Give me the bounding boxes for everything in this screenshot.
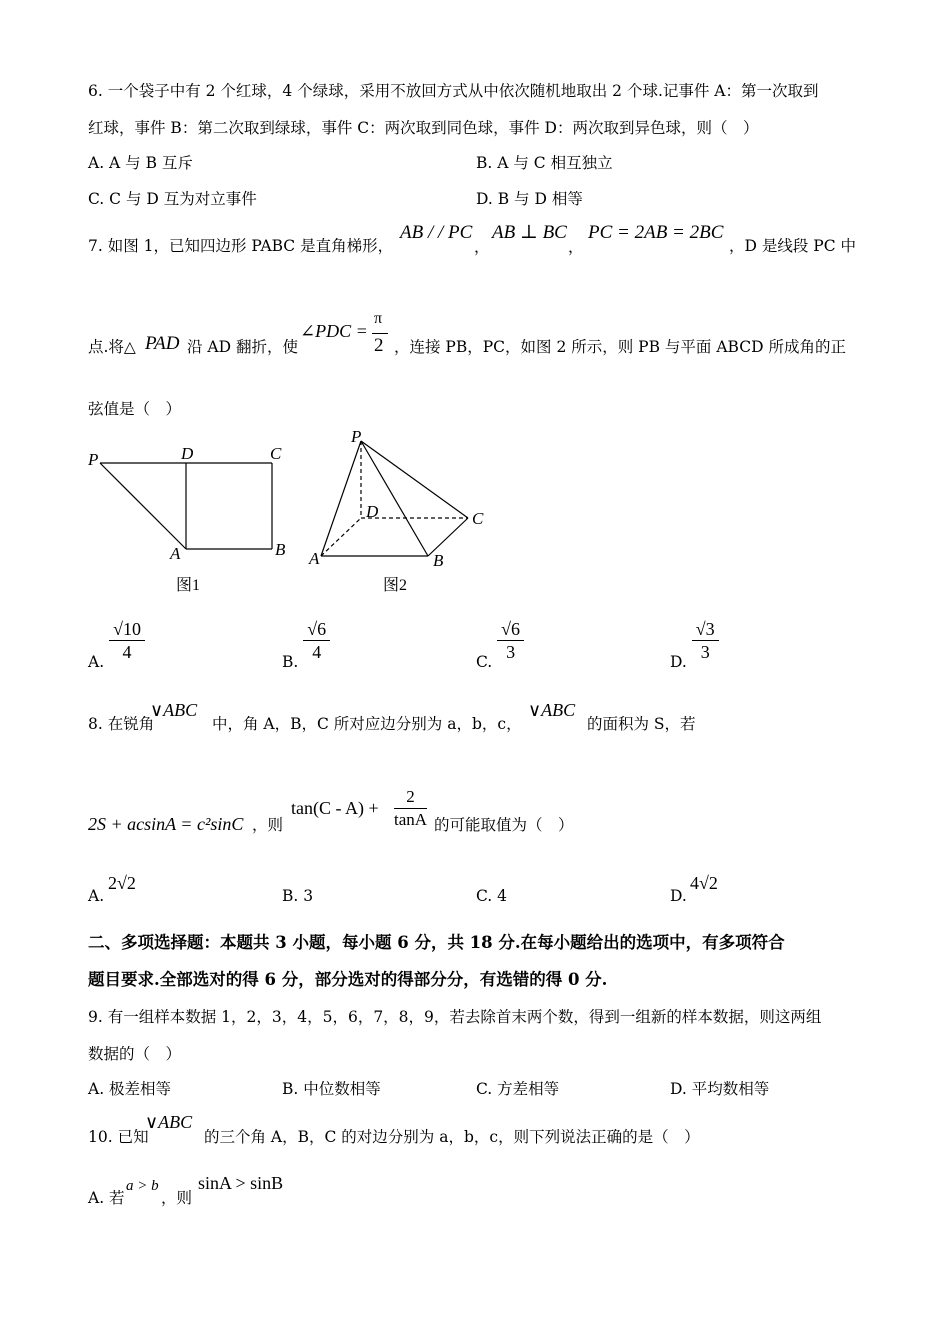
q6-line1: 6. 一个袋子中有 2 个红球，4 个绿球，采用不放回方式从中依次随机地取出 2 个球.记事件 A：第一次取到 [88, 82, 819, 100]
q7-option-d-fraction: $\frac{√3}{3}$ [692, 618, 719, 663]
q7-option-b-fraction: $\frac{√6}{4}$ [303, 618, 330, 663]
q10-triangle: ∨ABC [145, 1112, 193, 1132]
q7-perpendicular: AB ⊥ BC [492, 222, 567, 243]
q9-line1: 9. 有一组样本数据 1，2，3，4，5，6，7，8，9，若去除首末两个数，得到一组新的样本数据，则这两组 [88, 1008, 822, 1026]
q8-line2-end: 的可能取值为（ ） [434, 816, 574, 834]
fig2-label-d: D [366, 502, 379, 521]
q6-line2: 红球，事件 B：第二次取到绿球，事件 C：两次取到同色球，事件 D：两次取到异色球，则（ ） [88, 119, 759, 137]
q7-fraction-bar [372, 333, 388, 334]
q8-expression: tan(C - A) + [291, 798, 379, 818]
fig1-label-c: C [270, 444, 282, 463]
q6-option-a: A. A 与 B 互斥 [88, 154, 193, 172]
q6-option-c: C. C 与 D 互为对立事件 [88, 190, 257, 208]
section2-line2: 题目要求.全部选对的得 6 分，部分选对的得部分分，有选错的得 0 分. [88, 970, 608, 989]
q8-equation: 2S + acsinA = c²sinC [88, 814, 244, 834]
q8-triangle-2: ∨ABC [528, 700, 576, 720]
q7-option-a: A. $\frac{√10}{4}$ [88, 618, 145, 663]
fig1-label-d: D [181, 444, 194, 463]
q8-fraction: $\frac{2}{\tan A}$ [394, 787, 428, 829]
q7-two: 2 [374, 335, 384, 356]
q9-option-c: C. 方差相等 [476, 1080, 560, 1098]
figure-2 [321, 441, 468, 556]
q9-option-d: D. 平均数相等 [670, 1080, 770, 1098]
q7-pi: π [374, 310, 383, 327]
q8-line1-start: 8. 在锐角 [88, 715, 155, 733]
figure-1 [100, 463, 272, 549]
fig2-label-p: P [351, 427, 362, 446]
q8-option-d-label: D. [670, 887, 687, 905]
q7-option-c-fraction: $\frac{√6}{3}$ [497, 618, 524, 663]
q8-line1-mid: 中，角 A，B，C 所对应边分别为 a，b，c， [212, 715, 522, 733]
q8-line2-then: ，则 [252, 816, 284, 834]
fig1-label-b: B [275, 540, 286, 559]
q7-option-a-fraction: $\frac{√10}{4}$ [109, 618, 145, 663]
q7-option-b: B. $\frac{√6}{4}$ [282, 618, 330, 663]
q7-triangle-pad: PAD [145, 333, 180, 354]
q8-line1-end: 的面积为 S，若 [587, 715, 696, 733]
fig2-label-a: A [309, 549, 320, 568]
q7-line3: 弦值是（ ） [88, 400, 182, 418]
section2-line1: 二、多项选择题：本题共 3 小题，每小题 6 分，共 18 分.在每小题给出的选项中，有多项符合 [88, 933, 785, 952]
q7-line2-mid: 沿 AD 翻折，使 [187, 338, 298, 356]
q8-option-d-value: 4√2 [690, 873, 718, 893]
fig2-label-b: B [433, 551, 444, 570]
q7-lengths: PC = 2AB = 2BC [588, 222, 724, 243]
q7-sep1: ， [474, 238, 490, 256]
q6-option-d: D. B 与 D 相等 [476, 190, 583, 208]
fig2-label-c: C [472, 509, 484, 528]
q7-intro-tail: ，D 是线段 PC 中 [729, 237, 856, 255]
q10-option-a-condition: a > b [126, 1178, 159, 1194]
q10-option-a-result: sinA > sinB [198, 1173, 284, 1193]
q7-sep2: ， [568, 238, 584, 256]
q10-line1-start: 10. 已知 [88, 1128, 149, 1146]
q7-intro: 7. 如图 1，已知四边形 PABC 是直角梯形， [88, 237, 394, 255]
q8-option-a-value: 2√2 [108, 873, 136, 893]
q10-option-a-then: ，则 [161, 1189, 193, 1207]
q7-parallel: AB / / PC [400, 222, 473, 243]
fig1-label-a: A [170, 544, 181, 563]
q7-line2-start: 点.将△ [88, 338, 136, 356]
q8-triangle-1: ∨ABC [150, 700, 198, 720]
q8-option-b: B. 3 [282, 887, 314, 905]
q8-option-c: C. 4 [476, 887, 508, 905]
q10-option-a-start: A. 若 [88, 1189, 125, 1207]
q8-option-a-label: A. [88, 887, 105, 905]
q7-line2-end: ，连接 PB，PC，如图 2 所示，则 PB 与平面 ABCD 所成角的正 [394, 338, 846, 356]
q9-option-b: B. 中位数相等 [282, 1080, 381, 1098]
q7-angle: ∠PDC = [300, 321, 368, 341]
q7-figures [80, 425, 500, 600]
q9-option-a: A. 极差相等 [88, 1080, 172, 1098]
fig1-caption: 图1 [176, 577, 201, 594]
fig1-label-p: P [88, 450, 99, 469]
q7-option-d: D. $\frac{√3}{3}$ [670, 618, 719, 663]
q10-line1-end: 的三个角 A，B，C 的对边分别为 a，b，c，则下列说法正确的是（ ） [204, 1128, 700, 1146]
fig2-caption: 图2 [383, 577, 408, 594]
q9-line2: 数据的（ ） [88, 1045, 182, 1063]
q6-option-b: B. A 与 C 相互独立 [476, 154, 613, 172]
q7-option-c: C. $\frac{√6}{3}$ [476, 618, 524, 663]
